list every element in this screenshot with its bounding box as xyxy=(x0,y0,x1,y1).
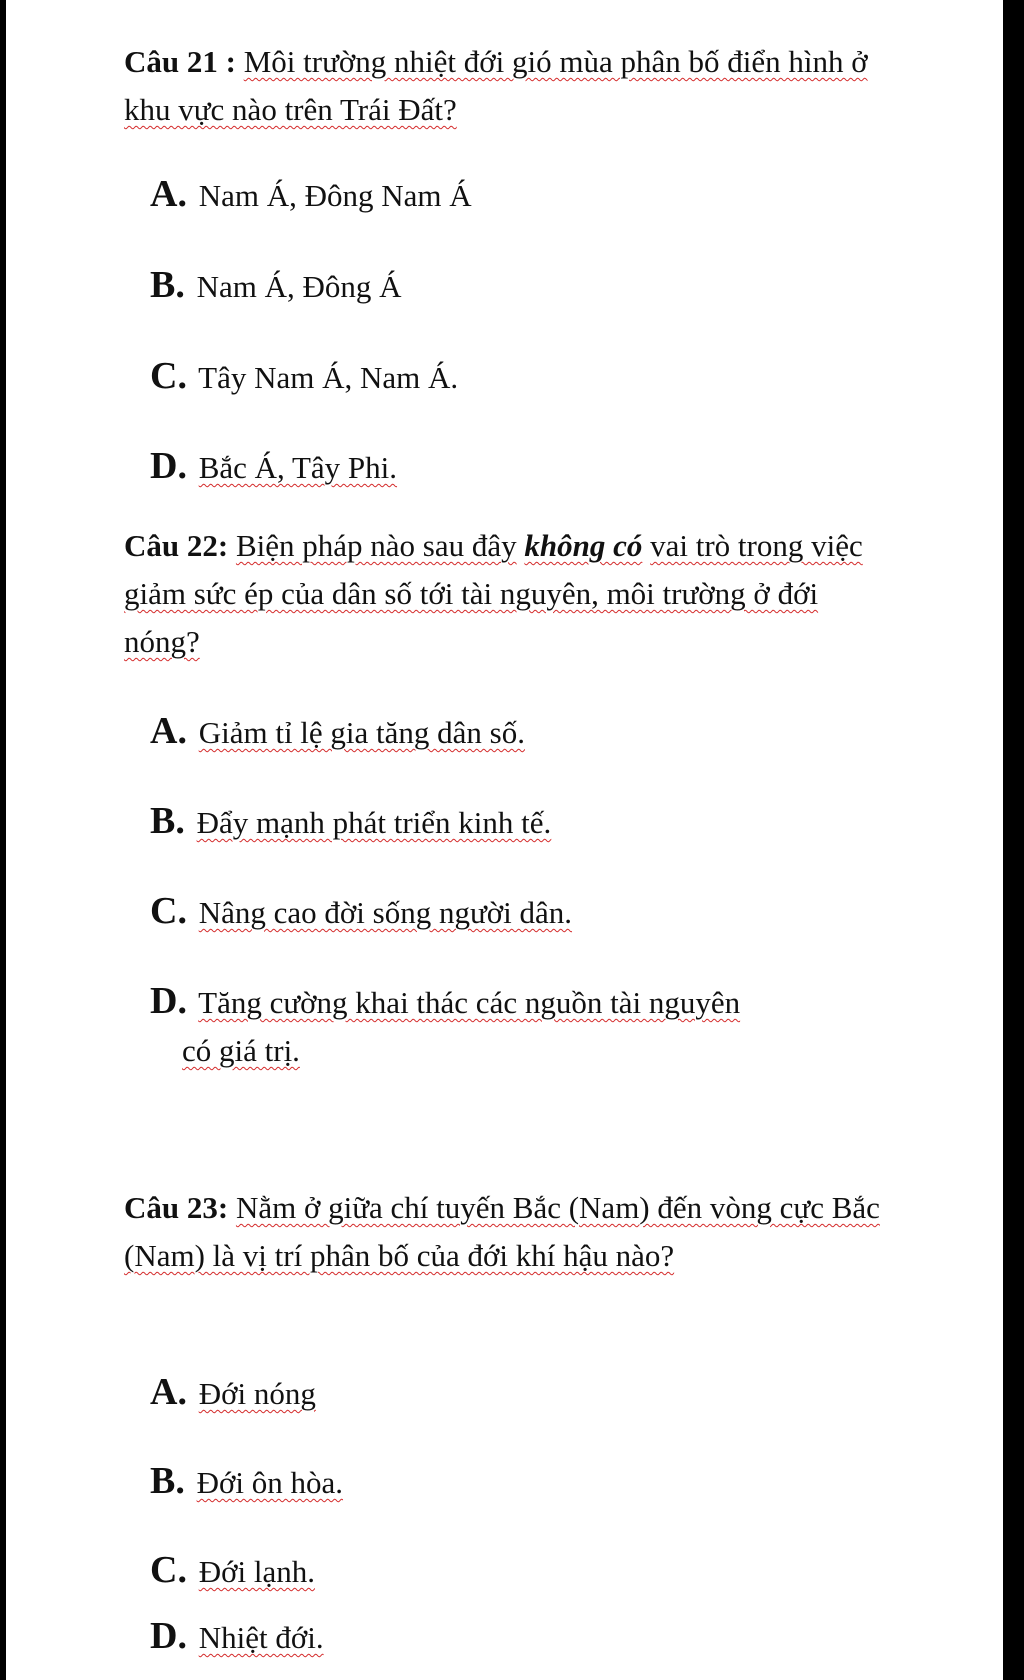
question-23-text: Nằm ở giữa chí tuyến Bắc (Nam) đến vòng cực Bắc (Nam) là vị trí phân bố của đới khí hậu nào? xyxy=(124,1190,880,1273)
option-text: Tăng cường khai thác các nguồn tài nguyên xyxy=(198,985,741,1020)
question-23-option-c xyxy=(150,1546,890,1596)
question-21-text: Môi trường nhiệt đới gió mùa phân bố điển hình ở khu vực nào trên Trái Đất? xyxy=(124,44,868,127)
question-22 xyxy=(124,522,884,666)
option-letter: B. xyxy=(150,800,185,842)
question-21-option-a xyxy=(150,170,890,220)
option-text: Đới nóng xyxy=(198,1376,316,1411)
question-21-option-d xyxy=(150,442,890,492)
question-22-option-d xyxy=(150,977,890,1075)
question-21-option-c xyxy=(150,352,890,402)
option-text: Đới lạnh. xyxy=(198,1554,315,1589)
option-text: Đới ôn hòa. xyxy=(196,1465,344,1500)
question-22-text-before: Biện pháp nào sau đây xyxy=(235,528,517,563)
option-letter: D. xyxy=(150,980,187,1022)
question-23-option-d xyxy=(150,1612,890,1662)
option-text: Nâng cao đời sống người dân. xyxy=(198,895,573,930)
option-text: Nam Á, Đông Á xyxy=(196,269,402,304)
question-22-label: Câu 22: xyxy=(124,528,229,563)
question-23-option-a xyxy=(150,1368,890,1418)
question-23-label: Câu 23: xyxy=(124,1190,229,1225)
question-23 xyxy=(124,1184,884,1280)
option-text: Nhiệt đới. xyxy=(198,1620,324,1655)
option-text: Giảm tỉ lệ gia tăng dân số. xyxy=(198,715,525,750)
option-letter: D. xyxy=(150,445,187,487)
option-letter: C. xyxy=(150,890,187,932)
option-letter: A. xyxy=(150,173,187,215)
option-letter: C. xyxy=(150,1549,187,1591)
question-21-label: Câu 21 : xyxy=(124,44,236,79)
document-page xyxy=(6,0,1003,1680)
option-letter: A. xyxy=(150,710,187,752)
option-text: Đẩy mạnh phát triển kinh tế. xyxy=(196,805,552,840)
question-22-option-c xyxy=(150,887,890,937)
question-22-option-b xyxy=(150,797,890,847)
question-22-option-a xyxy=(150,707,890,757)
option-letter: B. xyxy=(150,1460,185,1502)
question-21 xyxy=(124,38,884,134)
option-letter: C. xyxy=(150,355,187,397)
option-text: Tây Nam Á, Nam Á. xyxy=(198,360,459,395)
question-22-text-after: vai trò trong việc giảm sức ép của dân số tới tài nguyên, môi trường ở đới nóng? xyxy=(124,528,863,659)
option-text: Bắc Á, Tây Phi. xyxy=(198,450,398,485)
option-text-continued: có giá trị. xyxy=(182,1033,300,1068)
option-letter: B. xyxy=(150,264,185,306)
question-22-emphasis: không có xyxy=(524,528,643,563)
option-letter: D. xyxy=(150,1615,187,1657)
option-letter: A. xyxy=(150,1371,187,1413)
question-21-option-b xyxy=(150,261,890,311)
question-23-option-b xyxy=(150,1457,890,1507)
option-text: Nam Á, Đông Nam Á xyxy=(198,178,472,213)
